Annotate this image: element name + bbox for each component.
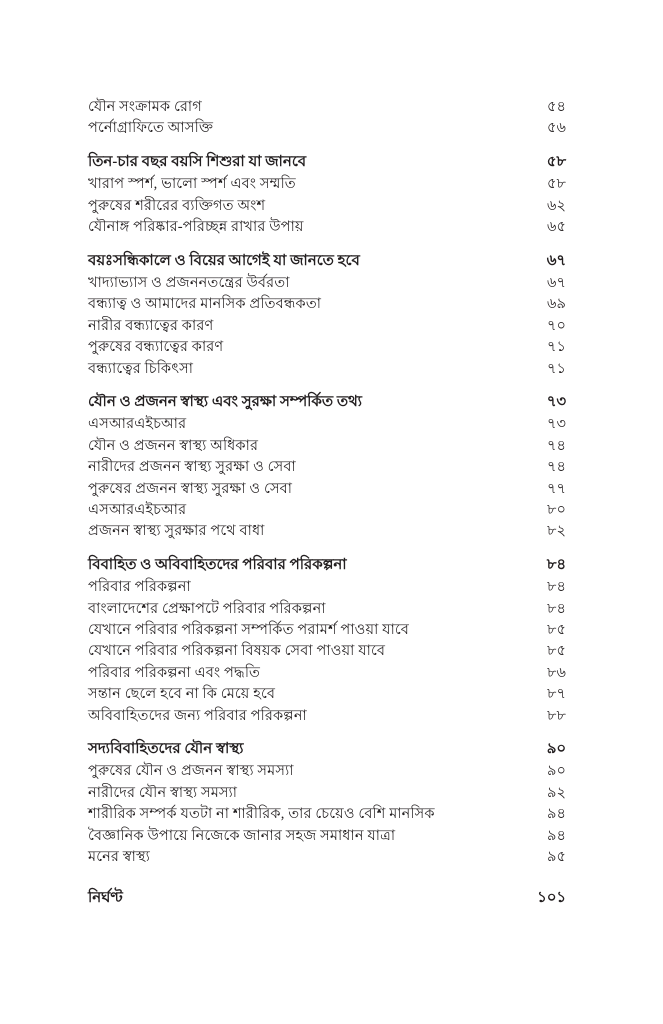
toc-entry-page-number: ৮২ bbox=[547, 523, 566, 540]
toc-entry-page-number: ৭৩ bbox=[547, 416, 566, 433]
toc-entry-title: নারীদের যৌন স্বাস্থ্য সমস্যা bbox=[88, 784, 238, 801]
toc-entry-page-number: ৭১ bbox=[547, 360, 566, 377]
toc-entry-title: বিবাহিত ও অবিবাহিতদের পরিবার পরিকল্পনা bbox=[88, 557, 347, 574]
toc-entry-page-number: ৮৬ bbox=[547, 664, 566, 681]
toc-entry[interactable] bbox=[88, 460, 566, 481]
toc-section-heading[interactable] bbox=[88, 395, 566, 417]
toc-entry[interactable] bbox=[88, 340, 566, 361]
toc-entry[interactable] bbox=[88, 319, 566, 340]
toc-entry[interactable] bbox=[88, 764, 566, 785]
toc-entry-title: যৌন ও প্রজনন স্বাস্থ্য এবং সুরক্ষা সম্পর্কিত তথ্য bbox=[88, 394, 363, 411]
toc-entry[interactable] bbox=[88, 709, 566, 730]
toc-entry-page-number: ৬৭ bbox=[546, 252, 566, 269]
toc-entry-title: খারাপ স্পর্শ, ভালো স্পর্শ এবং সম্মতি bbox=[88, 176, 296, 193]
toc-entry-page-number: ৯৪ bbox=[547, 827, 566, 844]
toc-entry[interactable] bbox=[88, 482, 566, 503]
toc-entry-page-number: ১০১ bbox=[537, 890, 566, 907]
toc-entry[interactable] bbox=[88, 503, 566, 524]
toc-entry-page-number: ৫৪ bbox=[547, 99, 566, 115]
toc-entry-page-number: ৯৫ bbox=[547, 849, 566, 866]
toc-entry-page-number: ৭১ bbox=[547, 339, 566, 356]
toc-entry-page-number: ৮০ bbox=[547, 501, 566, 518]
toc-entry[interactable] bbox=[88, 666, 566, 687]
toc-entry-title: নারীদের প্রজনন স্বাস্থ্য সুরক্ষা ও সেবা bbox=[88, 459, 296, 476]
toc-entry[interactable] bbox=[88, 786, 566, 807]
toc-entry[interactable] bbox=[88, 362, 566, 383]
toc-entry-title: পরিবার পরিকল্পনা bbox=[88, 579, 191, 596]
toc-entry-title: তিন-চার বছর বয়সি শিশুরা যা জানবে bbox=[88, 154, 307, 171]
toc-entry-title: পুরুষের বন্ধ্যাত্বের কারণ bbox=[88, 339, 224, 356]
toc-entry-page-number: ৭৭ bbox=[547, 480, 566, 497]
toc-entry-page-number: ৭৪ bbox=[547, 459, 566, 476]
toc-entry-page-number: ৮৫ bbox=[547, 643, 566, 660]
toc-entry-title: বয়ঃসন্ধিকালে ও বিয়ের আগেই যা জানতে হবে bbox=[88, 252, 360, 269]
toc-entry-title: এসআরএইচআর bbox=[88, 501, 187, 518]
toc-section-heading[interactable] bbox=[88, 558, 566, 580]
toc-entry-page-number: ৬৭ bbox=[547, 274, 566, 291]
toc-entry[interactable] bbox=[88, 807, 566, 828]
toc-entry-title: এসআরএইচআর bbox=[88, 416, 187, 433]
toc-section-heading[interactable] bbox=[88, 254, 566, 276]
toc-entry-title: শারীরিক সম্পর্ক যতটা না শারীরিক, তার চেয়েও বেশি মানসিক bbox=[88, 806, 435, 823]
toc-entry-page-number: ৫৮ bbox=[546, 154, 566, 171]
toc-entry-page-number: ৮৪ bbox=[547, 600, 566, 617]
toc-entry-title: বৈজ্ঞানিক উপায়ে নিজেকে জানার সহজ সমাধান যাত্রা bbox=[88, 827, 396, 844]
table-of-contents-list bbox=[88, 100, 566, 913]
toc-entry-page-number: ৮৪ bbox=[547, 579, 566, 596]
toc-entry-title: মনের স্বাস্থ্য bbox=[88, 849, 150, 866]
toc-entry-page-number: ৬৫ bbox=[547, 219, 566, 236]
toc-entry[interactable] bbox=[88, 644, 566, 665]
toc-entry[interactable] bbox=[88, 220, 566, 241]
toc-entry-title: যৌন ও প্রজনন স্বাস্থ্য অধিকার bbox=[88, 437, 259, 454]
toc-index-entry[interactable] bbox=[88, 891, 566, 912]
toc-entry-page-number: ৫৬ bbox=[547, 120, 566, 137]
toc-entry-title: যৌনাঙ্গ পরিষ্কার-পরিচ্ছন্ন রাখার উপায় bbox=[88, 219, 304, 236]
toc-entry-title: যেখানে পরিবার পরিকল্পনা সম্পর্কিত পরামর্শ পাওয়া যাবে bbox=[88, 622, 410, 639]
toc-section-heading[interactable] bbox=[88, 742, 566, 764]
toc-entry-page-number: ৯২ bbox=[547, 784, 566, 801]
toc-entry-title: যেখানে পরিবার পরিকল্পনা বিষয়ক সেবা পাওয়া যাবে bbox=[88, 643, 386, 660]
toc-entry-title: সদ্যবিবাহিতদের যৌন স্বাস্থ্য bbox=[88, 741, 244, 758]
toc-entry[interactable] bbox=[88, 439, 566, 460]
toc-entry[interactable] bbox=[88, 100, 566, 121]
toc-entry-title: নির্ঘণ্ট bbox=[88, 890, 123, 907]
toc-entry[interactable] bbox=[88, 177, 566, 198]
toc-entry-page-number: ৯০ bbox=[547, 763, 566, 780]
toc-entry[interactable] bbox=[88, 276, 566, 297]
toc-entry-title: বন্ধ্যাত্বের চিকিৎসা bbox=[88, 360, 194, 377]
toc-entry-page-number: ৯০ bbox=[546, 741, 566, 758]
toc-entry-title: বাংলাদেশের প্রেক্ষাপটে পরিবার পরিকল্পনা bbox=[88, 600, 326, 617]
toc-entry-title: পর্নোগ্রাফিতে আসক্তি bbox=[88, 120, 214, 137]
toc-entry-page-number: ৯৪ bbox=[547, 806, 566, 823]
toc-entry-page-number: ৮৮ bbox=[547, 707, 566, 724]
toc-entry-title: প্রজনন স্বাস্থ্য সুরক্ষার পথে বাধা bbox=[88, 523, 265, 540]
toc-entry-page-number: ৫৮ bbox=[547, 176, 566, 193]
toc-entry[interactable] bbox=[88, 829, 566, 850]
toc-entry-title: যৌন সংক্রামক রোগ bbox=[88, 99, 202, 115]
toc-entry[interactable] bbox=[88, 850, 566, 871]
toc-entry-title: পুরুষের শরীরের ব্যক্তিগত অংশ bbox=[88, 197, 266, 214]
toc-entry[interactable] bbox=[88, 417, 566, 438]
toc-entry-page-number: ৮৭ bbox=[547, 686, 566, 703]
toc-entry-page-number: ৭৩ bbox=[546, 394, 566, 411]
toc-entry-page-number: ৮৫ bbox=[547, 622, 566, 639]
toc-entry-page-number: ৭০ bbox=[547, 317, 566, 334]
toc-entry[interactable] bbox=[88, 580, 566, 601]
toc-entry[interactable] bbox=[88, 524, 566, 545]
toc-entry-title: বন্ধ্যাত্ব ও আমাদের মানসিক প্রতিবন্ধকতা bbox=[88, 296, 322, 313]
toc-entry-page-number: ৮৪ bbox=[546, 557, 566, 574]
toc-entry-title: খাদ্যাভ্যাস ও প্রজননতন্ত্রের উর্বরতা bbox=[88, 274, 290, 291]
toc-entry[interactable] bbox=[88, 297, 566, 318]
toc-entry-page-number: ৭৪ bbox=[547, 437, 566, 454]
toc-entry[interactable] bbox=[88, 687, 566, 708]
toc-entry[interactable] bbox=[88, 602, 566, 623]
toc-entry-title: পুরুষের প্রজনন স্বাস্থ্য সুরক্ষা ও সেবা bbox=[88, 480, 293, 497]
toc-entry[interactable] bbox=[88, 121, 566, 142]
toc-entry-title: পুরুষের যৌন ও প্রজনন স্বাস্থ্য সমস্যা bbox=[88, 763, 294, 780]
toc-entry[interactable] bbox=[88, 623, 566, 644]
toc-entry-page-number: ৬৯ bbox=[547, 296, 566, 313]
toc-entry-page-number: ৬২ bbox=[547, 197, 566, 214]
toc-section-heading[interactable] bbox=[88, 155, 566, 177]
toc-entry-title: নারীর বন্ধ্যাত্বের কারণ bbox=[88, 317, 214, 334]
toc-entry-title: সন্তান ছেলে হবে না কি মেয়ে হবে bbox=[88, 686, 276, 703]
toc-entry[interactable] bbox=[88, 199, 566, 220]
toc-entry-title: অবিবাহিতদের জন্য পরিবার পরিকল্পনা bbox=[88, 707, 307, 724]
toc-entry-title: পরিবার পরিকল্পনা এবং পদ্ধতি bbox=[88, 664, 261, 681]
